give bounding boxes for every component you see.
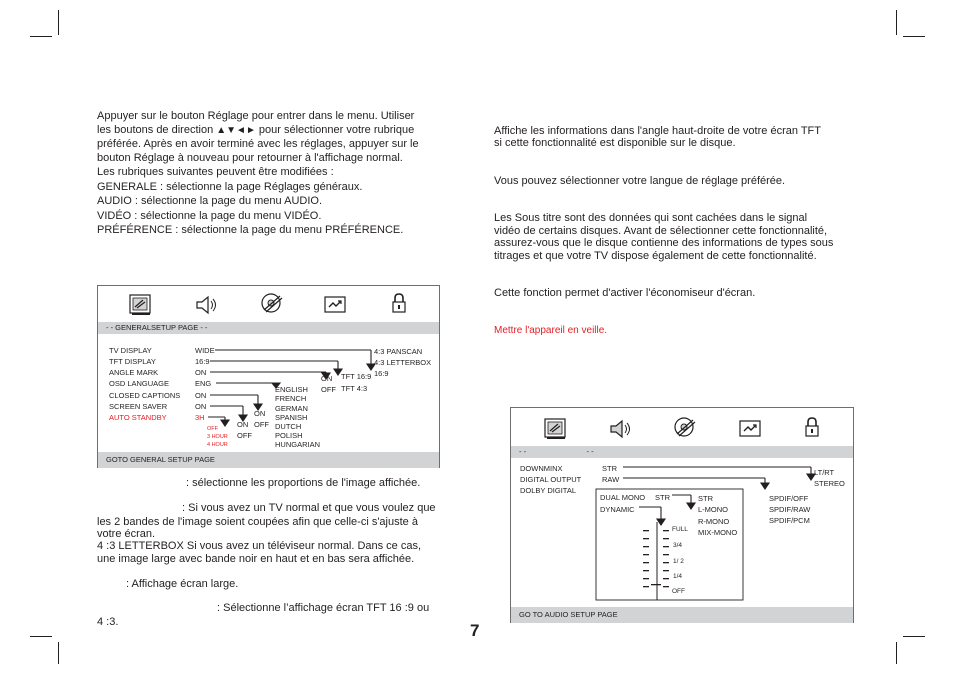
right-para-line: si cette fonctionnalité est disponible sur le disque. bbox=[494, 137, 736, 149]
desc-line: 4 :3. bbox=[97, 616, 119, 628]
panel-header: - - - - bbox=[511, 446, 853, 458]
dynamic-level[interactable]: FULL bbox=[672, 526, 688, 533]
dynamic-level[interactable]: 1/4 bbox=[673, 573, 683, 580]
crop-mark bbox=[896, 642, 897, 664]
menu-item-tv-display[interactable]: TV DISPLAY bbox=[109, 346, 152, 355]
tv-option-wide[interactable]: 16:9 bbox=[374, 369, 389, 378]
intro-line: VIDÉO : sélectionne la page du menu VIDÉO. bbox=[97, 210, 322, 222]
crop-mark bbox=[30, 36, 52, 37]
desc-line: : sélectionne les proportions de l'image affichée. bbox=[186, 477, 421, 489]
right-para-line: vidéo de certains disques. Avant de sélectionner cette fonctionnalité, bbox=[494, 225, 828, 237]
language-option[interactable]: SPANISH bbox=[275, 413, 308, 422]
direction-arrows-icon: ▲▼◄► bbox=[216, 125, 256, 136]
intro-line-part: pour sélectionner votre rubrique bbox=[258, 124, 415, 136]
desc-line: votre écran. bbox=[97, 528, 156, 540]
dual-mono-option[interactable]: L-MONO bbox=[698, 505, 728, 514]
page-number: 7 bbox=[470, 621, 480, 640]
intro-line: AUDIO : sélectionne la page du menu AUDIO. bbox=[97, 195, 323, 207]
value-auto-standby: 3H bbox=[195, 413, 205, 422]
dual-mono-option[interactable]: R-MONO bbox=[698, 517, 730, 526]
standby-option[interactable]: OFF bbox=[207, 426, 218, 432]
downmix-option[interactable]: LT/RT bbox=[814, 468, 835, 477]
intro-line: Les rubriques suivantes peuvent être modifiées : bbox=[97, 166, 334, 178]
tft-option-169[interactable]: TFT 16:9 bbox=[341, 372, 372, 381]
menu-item-dolby-digital[interactable]: DOLBY DIGITAL bbox=[520, 486, 576, 495]
saver-option-on[interactable]: ON bbox=[237, 420, 249, 429]
digital-output-option[interactable]: SPDIF/OFF bbox=[769, 494, 809, 503]
right-para-line: Cette fonction permet d'activer l'économiseur d'écran. bbox=[494, 287, 756, 299]
value-downmix: STR bbox=[602, 464, 617, 473]
menu-item-downmix[interactable]: DOWNMINX bbox=[520, 464, 563, 473]
menu-item-closed-captions[interactable]: CLOSED CAPTIONS bbox=[109, 391, 181, 400]
menu-item-auto-standby[interactable]: AUTO STANDBY bbox=[109, 413, 167, 422]
menu-item-screen-saver[interactable]: SCREEN SAVER bbox=[109, 402, 168, 411]
right-para-line: Affiche les informations dans l'angle haut-droite de votre écran TFT bbox=[494, 125, 821, 137]
right-para-line: titrages et que votre TV dispose également de cette fonctionnalité. bbox=[494, 250, 817, 262]
value-screen-saver: ON bbox=[195, 402, 207, 411]
menu-item-dynamic[interactable]: DYNAMIC bbox=[600, 505, 635, 514]
menu-item-angle-mark[interactable]: ANGLE MARK bbox=[109, 368, 159, 377]
angle-option-off[interactable]: OFF bbox=[321, 385, 336, 394]
language-option[interactable]: HUNGARIAN bbox=[275, 440, 321, 449]
captions-option-on[interactable]: ON bbox=[254, 409, 266, 418]
general-setup-panel bbox=[97, 285, 440, 468]
right-para-line: Les Sous titre sont des données qui sont cachées dans le signal bbox=[494, 212, 808, 224]
connector-lines bbox=[98, 286, 441, 469]
downmix-option[interactable]: STEREO bbox=[814, 479, 845, 488]
right-para-line: assurez-vous que le disque contienne des informations de types sous bbox=[494, 237, 834, 249]
panel-header: - - GENERALSETUP PAGE - - bbox=[98, 322, 439, 334]
dual-mono-option[interactable]: STR bbox=[698, 494, 713, 503]
language-option[interactable]: POLISH bbox=[275, 431, 303, 440]
crop-mark bbox=[30, 636, 52, 637]
menu-item-dual-mono[interactable]: DUAL MONO bbox=[600, 493, 646, 502]
saver-option-off[interactable]: OFF bbox=[237, 431, 252, 440]
tv-option-letterbox[interactable]: 4:3 LETTERBOX bbox=[374, 358, 432, 367]
value-osd-language: ENG bbox=[195, 379, 212, 388]
intro-line-part: les boutons de direction bbox=[97, 124, 214, 136]
desc-line: : Si vous avez un TV normal et que vous voulez que bbox=[182, 502, 436, 514]
value-closed-captions: ON bbox=[195, 391, 207, 400]
crop-mark bbox=[903, 636, 925, 637]
panel-footer: GOTO GENERAL SETUP PAGE bbox=[98, 452, 439, 468]
intro-line: préférée. Après en avoir terminé avec les réglages, appuyer sur le bbox=[97, 138, 419, 150]
audio-setup-panel bbox=[510, 407, 854, 623]
dynamic-level[interactable]: 1/ 2 bbox=[673, 558, 684, 565]
digital-output-option[interactable]: SPDIF/PCM bbox=[769, 516, 810, 525]
crop-mark bbox=[903, 36, 925, 37]
value-tft-display: 16:9 bbox=[195, 357, 210, 366]
right-para-line: Vous pouvez sélectionner votre langue de réglage préférée. bbox=[494, 175, 786, 187]
tft-option-43[interactable]: TFT 4:3 bbox=[341, 384, 368, 393]
intro-line: PRÉFÉRENCE : sélectionne la page du menu PRÉFÉRENCE. bbox=[97, 224, 404, 236]
desc-line: 4 :3 LETTERBOX Si vous avez un téléviseur normal. Dans ce cas, bbox=[97, 540, 422, 552]
digital-output-option[interactable]: SPDIF/RAW bbox=[769, 505, 811, 514]
desc-line: les 2 bandes de l'image soient coupées afin que celle-ci s'ajuste à bbox=[97, 516, 418, 528]
crop-mark bbox=[896, 10, 897, 35]
language-option[interactable]: ENGLISH bbox=[275, 385, 308, 394]
dual-mono-option[interactable]: MIX-MONO bbox=[698, 528, 738, 537]
desc-line: : Sélectionne l’affichage écran TFT 16 :9 ou bbox=[217, 602, 430, 614]
captions-option-off[interactable]: OFF bbox=[254, 420, 269, 429]
language-option[interactable]: GERMAN bbox=[275, 404, 308, 413]
standby-option[interactable]: 4 HOUR bbox=[207, 442, 228, 448]
crop-mark bbox=[58, 642, 59, 664]
menu-item-tft-display[interactable]: TFT DISPLAY bbox=[109, 357, 156, 366]
value-dual-mono: STR bbox=[655, 493, 670, 502]
right-para-line: Mettre l'appareil en veille. bbox=[494, 325, 608, 336]
value-angle-mark: ON bbox=[195, 368, 207, 377]
dynamic-level[interactable]: 3/4 bbox=[673, 542, 683, 549]
intro-line: GENERALE : sélectionne la page Réglages généraux. bbox=[97, 181, 363, 193]
dynamic-level[interactable]: OFF bbox=[672, 588, 685, 595]
intro-line: bouton Réglage à nouveau pour retourner à l'affichage normal. bbox=[97, 152, 403, 164]
language-option[interactable]: FRENCH bbox=[275, 394, 307, 403]
intro-line: Appuyer sur le bouton Réglage pour entrer dans le menu. Utiliser bbox=[97, 110, 415, 122]
menu-item-osd-language[interactable]: OSD LANGUAGE bbox=[109, 379, 170, 388]
standby-option[interactable]: 3 HOUR bbox=[207, 434, 228, 440]
value-digital-output: RAW bbox=[602, 475, 620, 484]
angle-option-on[interactable]: ON bbox=[321, 374, 333, 383]
panel-footer: GO TO AUDIO SETUP PAGE bbox=[511, 607, 853, 623]
tv-option-panscan[interactable]: 4:3 PANSCAN bbox=[374, 347, 423, 356]
crop-mark bbox=[58, 10, 59, 35]
desc-line: : Affichage écran large. bbox=[126, 578, 239, 590]
desc-line: une image large avec bande noir en haut et en bas sera affichée. bbox=[97, 553, 415, 565]
menu-item-digital-output[interactable]: DIGITAL OUTPUT bbox=[520, 475, 582, 484]
value-tv-display: WIDE bbox=[195, 346, 215, 355]
language-option[interactable]: DUTCH bbox=[275, 422, 302, 431]
